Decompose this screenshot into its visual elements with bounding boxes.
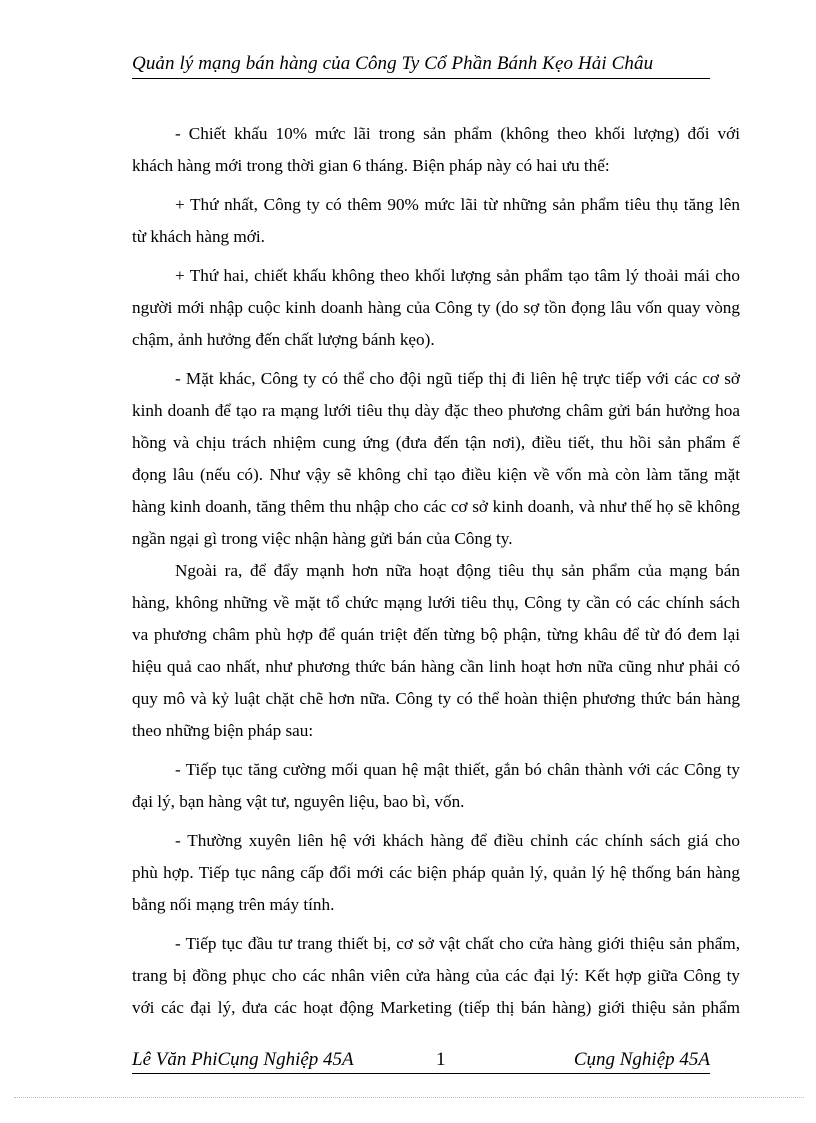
text-line: hiệu quả cao nhất, như phương thức bán hàng cần linh hoạt hơn nữa cũng như phải có [132, 657, 740, 676]
header-title: Quản lý mạng bán hàng của Công Ty Cổ Phần Bánh Kẹo Hải Châu [132, 53, 654, 74]
paragraph [132, 118, 740, 182]
paragraph [132, 260, 740, 356]
text-line: - Thường xuyên liên hệ với khách hàng để điều chỉnh các chính sách giá cho [175, 831, 740, 850]
text-line: đọng lâu (nếu có). Như vậy sẽ không chỉ tạo điều kiện về vốn mà còn làm tăng mặt [132, 465, 740, 484]
footer-class: Cụng Nghiệp 45A [573, 1049, 710, 1070]
text-line: + Thứ nhất, Công ty có thêm 90% mức lãi từ những sản phẩm tiêu thụ tăng lên [175, 195, 740, 214]
page-footer [132, 1047, 710, 1074]
text-line: từ khách hàng mới. [132, 227, 265, 246]
text-line: kinh doanh để tạo ra mạng lưới tiêu thụ dày đặc theo phương châm gửi bán hưởng hoa [132, 401, 740, 420]
text-line: khách hàng mới trong thời gian 6 tháng. Biện pháp này có hai ưu thế: [132, 156, 610, 175]
page-number: 1 [436, 1049, 446, 1070]
text-line: Ngoài ra, để đẩy mạnh hơn nữa hoạt động tiêu thụ sản phẩm của mạng bán [175, 561, 740, 580]
text-line: quy mô và kỷ luật chặt chẽ hơn nữa. Công ty có thể hoàn thiện phương thức bán hàng [132, 689, 740, 708]
text-line: theo những biện pháp sau: [132, 721, 314, 740]
page-header [132, 50, 710, 79]
text-line: - Tiếp tục tăng cường mối quan hệ mật thiết, gắn bó chân thành với các Công ty [175, 760, 740, 779]
text-line: hàng, không những về mặt tổ chức mạng lưới tiêu thụ, Công ty cần có các chính sách [132, 593, 740, 612]
paragraph [132, 825, 740, 921]
text-line: ngần ngại gì trong việc nhận hàng gửi bán của Công ty. [132, 529, 513, 548]
text-line: đại lý, bạn hàng vật tư, nguyên liệu, bao bì, vốn. [132, 792, 465, 811]
document-body [132, 118, 740, 1024]
text-line: - Chiết khấu 10% mức lãi trong sản phẩm (không theo khối lượng) đối với [175, 124, 740, 143]
paragraph [132, 363, 740, 747]
text-line: - Mặt khác, Công ty có thể cho đội ngũ tiếp thị đi liên hệ trực tiếp với các cơ sở [175, 369, 740, 388]
text-line: với các đại lý, đưa các hoạt động Marketing (tiếp thị bán hàng) giới thiệu sản phẩm [132, 998, 740, 1017]
text-line: va phương châm phù hợp để quán triệt đến từng bộ phận, từng khâu để từ đó đem lại [132, 625, 740, 644]
paragraph [132, 754, 740, 818]
page-boundary-divider [14, 1097, 804, 1098]
text-line: chậm, ảnh hưởng đến chất lượng bánh kẹo). [132, 330, 435, 349]
footer-author: Lê Văn PhiCụng Nghiệp 45A [132, 1049, 354, 1070]
text-line: + Thứ hai, chiết khấu không theo khối lượng sản phẩm tạo tâm lý thoải mái cho [175, 266, 740, 285]
paragraph [132, 928, 740, 1024]
paragraph [132, 189, 740, 253]
text-line: phù hợp. Tiếp tục nâng cấp đổi mới các biện pháp quản lý, quản lý hệ thống bán hàng [132, 863, 740, 882]
text-line: hàng kinh doanh, tăng thêm thu nhập cho các cơ sở kinh doanh, và như thế họ sẽ không [132, 497, 740, 516]
text-line: người mới nhập cuộc kinh doanh hàng của Công ty (do sợ tồn đọng lâu vốn quay vòng [132, 298, 740, 317]
text-line: - Tiếp tục đầu tư trang thiết bị, cơ sở vật chất cho cửa hàng giới thiệu sản phẩm, [175, 934, 740, 953]
text-line: bằng nối mạng trên máy tính. [132, 895, 335, 914]
text-line: trang bị đồng phục cho các nhân viên cửa hàng của các đại lý: Kết hợp giữa Công ty [132, 966, 740, 985]
text-line: hồng và chịu trách nhiệm cung ứng (đưa đến tận nơi), điều tiết, thu hồi sản phẩm ế [132, 433, 740, 452]
